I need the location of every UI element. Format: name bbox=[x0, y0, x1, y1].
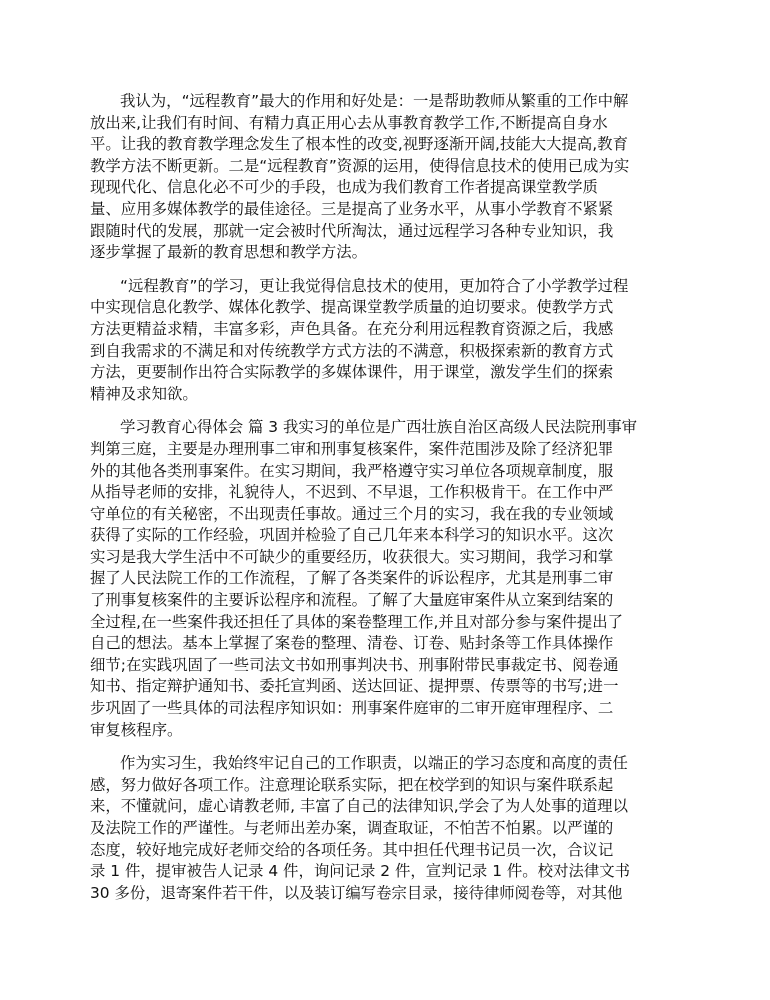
text-line: 平。让我的教育教学理念发生了根本性的改变,视野逐渐开阔,技能大大提高,教育 bbox=[90, 135, 628, 154]
text-line: 精神及求知欲。 bbox=[90, 384, 198, 403]
text-line: 态度，较好地完成好老师交给的各项任务。其中担任代理书记员一次，合议记 bbox=[90, 840, 614, 859]
text-line: 了刑事复核案件的主要诉讼程序和流程。了解了大量庭审案件从立案到结案的 bbox=[90, 591, 614, 610]
text-line: 现现代化、信息化必不可少的手段，也成为我们教育工作者提高课堂教学质 bbox=[90, 178, 598, 197]
paragraph-1 bbox=[90, 91, 690, 264]
text-line: 判第三庭，主要是办理刑事二审和刑事复核案件，案件范围涉及除了经济犯罪 bbox=[90, 439, 614, 458]
text-line: 学习教育心得体会 篇 3 我实习的单位是广西壮族自治区高级人民法院刑事审 bbox=[120, 418, 637, 437]
text-line: 从指导老师的安排，礼貌待人，不迟到、不早退，工作积极肯干。在工作中严 bbox=[90, 483, 614, 502]
document-body bbox=[90, 91, 690, 916]
paragraph-4 bbox=[90, 753, 690, 904]
text-line: 知书、指定辩护通知书、委托宣判函、送达回证、提押票、传票等的书写;进一 bbox=[90, 677, 619, 696]
text-line: 教学方法不断更新。二是“远程教育”资源的运用，使得信息技术的使用已成为实 bbox=[90, 156, 630, 175]
text-line: 逐步掌握了最新的教育思想和教学方法。 bbox=[90, 243, 368, 262]
text-line: 全过程,在一些案件我还担任了具体的案卷整理工作,并且对部分参与案件提出了 bbox=[90, 612, 624, 631]
text-line: 细节;在实践巩固了一些司法文书如刑事判决书、刑事附带民事裁定书、阅卷通 bbox=[90, 655, 619, 674]
text-line: 量、应用多媒体教学的最佳途径。三是提高了业务水平，从事小学教育不紧紧 bbox=[90, 199, 614, 218]
text-line: 方法更精益求精，丰富多彩，声色具备。在充分利用远程教育资源之后，我感 bbox=[90, 319, 614, 338]
text-line: 方法，更要制作出符合实际教学的多媒体课件，用于课堂，激发学生们的探索 bbox=[90, 363, 614, 382]
text-line: 录 1 件，提审被告人记录 4 件，询问记录 2 件，宣判记录 1 件。校对法律文书 bbox=[90, 862, 631, 881]
text-line: 跟随时代的发展，那就一定会被时代所淘汰，通过远程学习各种专业知识，我 bbox=[90, 221, 614, 240]
text-line: 感，努力做好各项工作。注意理论联系实际，把在校学到的知识与案件联系起 bbox=[90, 775, 614, 794]
text-line: 到自我需求的不满足和对传统教学方式方法的不满意，积极探索新的教育方式 bbox=[90, 341, 614, 360]
text-line: 获得了实际的工作经验，巩固并检验了自己几年来本科学习的知识水平。这次 bbox=[90, 526, 614, 545]
text-line: 30 多份，退寄案件若干件，以及装订编写卷宗目录，接待律师阅卷等，对其他 bbox=[90, 883, 623, 902]
text-line: 来，不懂就问，虚心请教老师, 丰富了自己的法律知识,学会了为人处事的道理以 bbox=[90, 797, 628, 816]
text-line: 握了人民法院工作的工作流程，了解了各类案件的诉讼程序，尤其是刑事二审 bbox=[90, 569, 614, 588]
text-line: 步巩固了一些具体的司法程序知识如：刑事案件庭审的二审开庭审理程序、二 bbox=[90, 699, 614, 718]
text-line: 自己的想法。基本上掌握了案卷的整理、清卷、订卷、贴封条等工作具体操作 bbox=[90, 634, 614, 653]
text-line: 守单位的有关秘密，不出现责任事故。通过三个月的实习，我在我的专业领域 bbox=[90, 504, 614, 523]
paragraph-2 bbox=[90, 276, 690, 406]
text-line: “远程教育”的学习，更让我觉得信息技术的使用，更加符合了小学教学过程 bbox=[120, 276, 629, 295]
text-line: 审复核程序。 bbox=[90, 720, 183, 739]
text-line: 外的其他各类刑事案件。在实习期间，我严格遵守实习单位各项规章制度，服 bbox=[90, 461, 614, 480]
paragraph-3 bbox=[90, 417, 690, 741]
text-line: 作为实习生，我始终牢记自己的工作职责，以端正的学习态度和高度的责任 bbox=[120, 754, 628, 773]
text-line: 我认为，“远程教育”最大的作用和好处是：一是帮助教师从繁重的工作中解 bbox=[120, 92, 629, 110]
text-line: 中实现信息化教学、媒体化教学、提高课堂教学质量的迫切要求。使教学方式 bbox=[90, 298, 614, 317]
text-line: 放出来,让我们有时间、有精力真正用心去从事教育教学工作,不断提高自身水 bbox=[90, 113, 608, 132]
text-line: 实习是我大学生活中不可缺少的重要经历，收获很大。实习期间，我学习和掌 bbox=[90, 547, 614, 566]
text-line: 及法院工作的严谨性。与老师出差办案，调查取证，不怕苦不怕累。以严谨的 bbox=[90, 819, 614, 837]
